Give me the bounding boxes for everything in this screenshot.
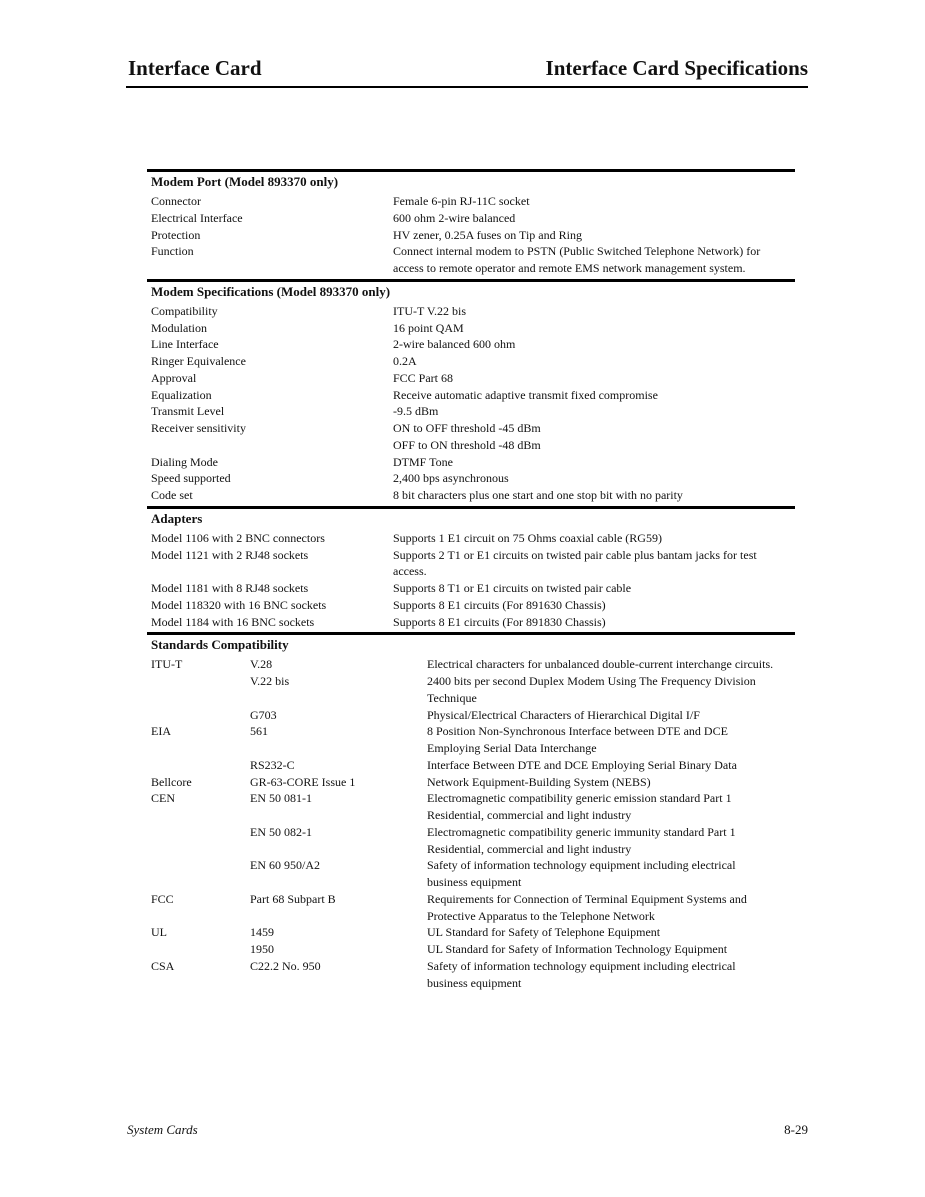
cell-std: V.22 bis	[250, 674, 290, 688]
spec-row	[147, 530, 795, 547]
cell-desc: Network Equipment-Building System (NEBS)	[427, 774, 651, 789]
cell-k: Compatibility	[151, 303, 218, 318]
cell-v: FCC Part 68	[393, 370, 454, 385]
cell-v: 2-wire balanced 600 ohm	[393, 337, 516, 352]
section-rows	[147, 303, 795, 506]
spec-row	[147, 857, 795, 891]
cell-desc: Safety of information technology equipment including electrical business equipment	[427, 958, 736, 990]
cell-std: 1950	[250, 942, 274, 956]
cell-k: Model 1121 with 2 RJ48 sockets	[151, 547, 309, 562]
cell-k: Receiver sensitivity	[151, 421, 246, 435]
cell-k: Electrical Interface	[151, 210, 243, 225]
cell-v: HV zener, 0.25A fuses on Tip and Ring	[393, 227, 582, 242]
cell-org	[147, 941, 250, 958]
spec-row	[147, 656, 795, 673]
cell-std: EN 50 081-1	[250, 791, 312, 806]
spec-row	[147, 958, 795, 992]
cell-k: Model 1184 with 16 BNC sockets	[151, 614, 315, 629]
cell-std: GR-63-CORE Issue 1	[250, 774, 356, 789]
spec-row	[147, 924, 795, 941]
section-rows	[147, 656, 795, 993]
cell-org: CSA	[151, 958, 175, 973]
cell-desc: 8 Position Non-Synchronous Interface between DTE and DCE Employing Serial Data Interchange	[427, 724, 728, 755]
spec-row	[147, 487, 795, 504]
cell-v: 8 bit characters plus one start and one stop bit with no parity	[393, 488, 683, 502]
section-title: Modem Port (Model 893370 only)	[147, 169, 795, 193]
spec-row	[147, 437, 795, 454]
cell-k: Model 1181 with 8 RJ48 sockets	[151, 581, 309, 595]
page-number: 8-29	[784, 1122, 808, 1137]
spec-row	[147, 420, 795, 437]
cell-v: 16 point QAM	[393, 320, 464, 335]
spec-row	[147, 303, 795, 320]
cell-k: Ringer Equivalence	[151, 354, 246, 368]
spec-row	[147, 353, 795, 370]
spec-row	[147, 824, 795, 858]
cell-org: CEN	[151, 791, 175, 806]
spec-row	[147, 673, 795, 707]
cell-v: -9.5 dBm	[393, 404, 439, 419]
spec-row	[147, 790, 795, 824]
cell-k: Line Interface	[151, 337, 219, 352]
spec-row	[147, 757, 795, 774]
section-standards-compatibility	[147, 632, 795, 993]
cell-std: C22.2 No. 950	[250, 958, 321, 973]
cell-k: Approval	[151, 370, 197, 385]
cell-desc: Electrical characters for unbalanced double-current interchange circuits.	[427, 657, 774, 672]
section-rows	[147, 530, 795, 633]
cell-v: DTMF Tone	[393, 454, 453, 469]
section-modem-port	[147, 169, 795, 279]
spec-row	[147, 336, 795, 353]
section-adapters	[147, 506, 795, 633]
cell-desc: Safety of information technology equipment including electrical business equipment	[427, 858, 736, 889]
cell-desc: UL Standard for Safety of Telephone Equipment	[427, 925, 661, 940]
spec-row	[147, 941, 795, 958]
cell-k: Equalization	[151, 387, 212, 402]
section-title: Adapters	[147, 506, 795, 530]
cell-k: Code set	[151, 488, 193, 502]
spec-row	[147, 403, 795, 420]
cell-k: Model 1106 with 2 BNC connectors	[151, 530, 325, 545]
cell-v: ON to OFF threshold -45 dBm	[393, 421, 541, 435]
cell-org	[147, 707, 250, 724]
cell-std: Part 68 Subpart B	[250, 891, 336, 906]
spec-row	[147, 210, 795, 227]
header-section-title: Interface Card Specifications	[545, 56, 808, 80]
cell-org	[147, 757, 250, 774]
cell-std: G703	[250, 707, 277, 722]
cell-k: Connector	[151, 194, 201, 208]
spec-row	[147, 320, 795, 337]
spec-row	[147, 774, 795, 791]
spec-row	[147, 614, 795, 631]
spec-row	[147, 243, 795, 277]
cell-v: Female 6-pin RJ-11C socket	[393, 194, 530, 208]
page-header	[126, 56, 808, 88]
cell-k: Speed supported	[151, 471, 231, 486]
cell-v: Supports 1 E1 circuit on 75 Ohms coaxial cable (RG59)	[393, 530, 662, 545]
cell-v: 0.2A	[393, 354, 417, 368]
spec-row	[147, 707, 795, 724]
section-rows	[147, 193, 795, 279]
spec-row	[147, 580, 795, 597]
cell-org: Bellcore	[151, 774, 192, 789]
cell-desc: 2400 bits per second Duplex Modem Using The Frequency Division Technique	[427, 674, 756, 705]
footer-section-name: System Cards	[127, 1122, 198, 1137]
spec-row	[147, 723, 795, 757]
cell-std: 1459	[250, 925, 274, 940]
cell-org: EIA	[151, 724, 171, 739]
spec-table	[147, 169, 795, 993]
cell-std: EN 50 082-1	[250, 824, 312, 839]
cell-desc: Electromagnetic compatibility generic emission standard Part 1 Residential, commercial and light industry	[427, 791, 732, 822]
cell-org: FCC	[151, 891, 174, 906]
spec-row	[147, 597, 795, 614]
cell-std: 561	[250, 724, 268, 739]
cell-desc: Interface Between DTE and DCE Employing Serial Binary Data	[427, 757, 737, 772]
cell-v: Supports 8 E1 circuits (For 891830 Chassis)	[393, 614, 606, 629]
cell-k: Protection	[151, 227, 201, 242]
cell-v: OFF to ON threshold -48 dBm	[393, 437, 541, 452]
cell-k	[147, 437, 393, 454]
section-title: Standards Compatibility	[147, 632, 795, 656]
spec-row	[147, 470, 795, 487]
cell-v: 2,400 bps asynchronous	[393, 471, 509, 486]
spec-row	[147, 547, 795, 581]
cell-v: 600 ohm 2-wire balanced	[393, 210, 516, 225]
cell-v: Supports 2 T1 or E1 circuits on twisted pair cable plus bantam jacks for test access.	[393, 547, 757, 579]
cell-std: EN 60 950/A2	[250, 858, 320, 873]
cell-desc: Electromagnetic compatibility generic immunity standard Part 1 Residential, commercial and light industry	[427, 824, 736, 856]
cell-desc: Physical/Electrical Characters of Hierarchical Digital I/F	[427, 707, 700, 722]
spec-row	[147, 227, 795, 244]
cell-desc: Requirements for Connection of Terminal Equipment Systems and Protective Apparatus to the Telephone Network	[427, 891, 747, 923]
spec-row	[147, 387, 795, 404]
cell-v: Connect internal modem to PSTN (Public Switched Telephone Network) for access to remote operator and remote EMS network management system.	[393, 244, 761, 275]
cell-v: Supports 8 E1 circuits (For 891630 Chassis)	[393, 597, 606, 612]
cell-k: Function	[151, 244, 194, 259]
spec-row	[147, 454, 795, 471]
cell-desc: UL Standard for Safety of Information Technology Equipment	[427, 942, 728, 956]
spec-row	[147, 193, 795, 210]
cell-std: RS232-C	[250, 757, 295, 772]
cell-std: V.28	[250, 657, 273, 672]
cell-org	[147, 673, 250, 707]
cell-org: UL	[151, 925, 167, 940]
cell-k: Transmit Level	[151, 404, 225, 419]
cell-v: Receive automatic adaptive transmit fixed compromise	[393, 387, 658, 402]
cell-k: Dialing Mode	[151, 454, 218, 469]
cell-org	[147, 824, 250, 858]
spec-row	[147, 370, 795, 387]
section-title: Modem Specifications (Model 893370 only)	[147, 279, 795, 303]
section-modem-specifications	[147, 279, 795, 506]
cell-k: Model 118320 with 16 BNC sockets	[151, 597, 327, 612]
spec-row	[147, 891, 795, 925]
cell-v: Supports 8 T1 or E1 circuits on twisted pair cable	[393, 581, 632, 595]
cell-k: Modulation	[151, 320, 207, 335]
header-chapter-title: Interface Card	[128, 56, 262, 80]
cell-org: ITU-T	[151, 657, 183, 672]
cell-org	[147, 857, 250, 891]
cell-v: ITU-T V.22 bis	[393, 303, 467, 318]
